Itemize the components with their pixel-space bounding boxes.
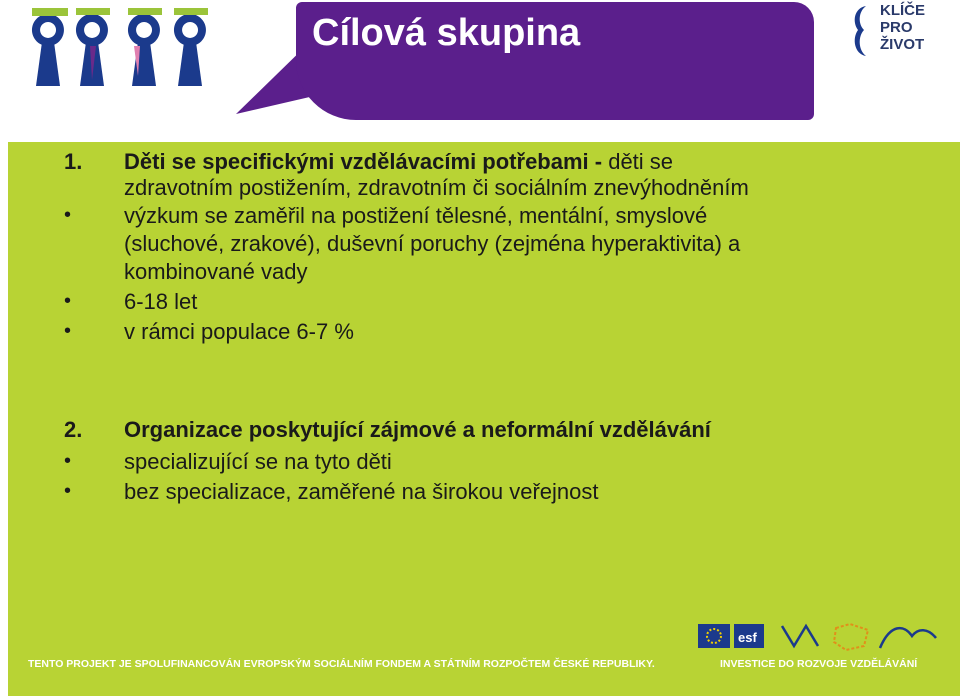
title-banner — [296, 2, 814, 120]
keyhole-figures-logo — [28, 6, 212, 94]
footer-investment-text: INVESTICE DO ROZVOJE VZDĚLÁVÁNÍ — [720, 658, 918, 670]
section-1-bullet-1-line-3: kombinované vady — [124, 259, 308, 284]
section-1-heading-bold: Děti se specifickými vzdělávacími potřebami - — [124, 149, 603, 174]
section-1-bullet-1-line-2: (sluchové, zrakové), duševní poruchy (zejména hyperaktivita) a — [124, 231, 741, 256]
eu-flag-icon — [698, 624, 730, 648]
logo-line-2: PRO — [880, 19, 913, 36]
section-2-bullet-1: specializující se na tyto děti — [124, 449, 392, 474]
section-2-bullet-2: bez specializace, zaměřené na širokou veřejnost — [124, 479, 599, 504]
esf-logo-icon — [734, 624, 764, 648]
nidm-logo-icon — [880, 628, 936, 648]
section-2-number: 2. — [64, 417, 83, 442]
logo-line-1: KLÍČE — [880, 2, 925, 19]
bullet-dot: • — [64, 480, 72, 502]
section-1-heading-rest: děti se — [602, 149, 674, 174]
section-1-bullet-1-line-1: výzkum se zaměřil na postižení tělesné, mentální, smyslové — [124, 203, 708, 228]
section-1-heading — [124, 148, 673, 176]
klice-pro-zivot-logo — [848, 2, 948, 62]
key-icon — [848, 2, 878, 60]
section-1-heading-line2: zdravotním postižením, zdravotním či sociálním znevýhodněním — [124, 175, 749, 200]
page-title: Cílová skupina — [312, 12, 581, 54]
slide-content — [8, 142, 960, 696]
bullet-dot: • — [64, 290, 72, 312]
section-1-bullet-2: 6-18 let — [124, 289, 198, 314]
logo-line-3: ŽIVOT — [880, 36, 925, 53]
bullet-dot: • — [64, 320, 72, 342]
sponsor-logos — [698, 618, 938, 658]
section-2-heading: Organizace poskytující zájmové a neformální vzdělávání — [124, 417, 711, 442]
slide-header — [0, 0, 960, 142]
section-1-number: 1. — [64, 149, 83, 174]
bullet-dot: • — [64, 204, 72, 226]
svg-text:esf: esf — [738, 630, 757, 645]
czech-map-icon — [834, 624, 868, 650]
footer-funding-text: TENTO PROJEKT JE SPOLUFINANCOVÁN EVROPSKÝM SOCIÁLNÍM FONDEM A STÁTNÍM ROZPOČTEM ČESKÉ REPUBLIKY. — [28, 658, 655, 670]
bullet-dot: • — [64, 450, 72, 472]
msmt-logo-icon — [782, 626, 818, 646]
section-1-bullet-3: v rámci populace 6-7 % — [124, 319, 354, 344]
